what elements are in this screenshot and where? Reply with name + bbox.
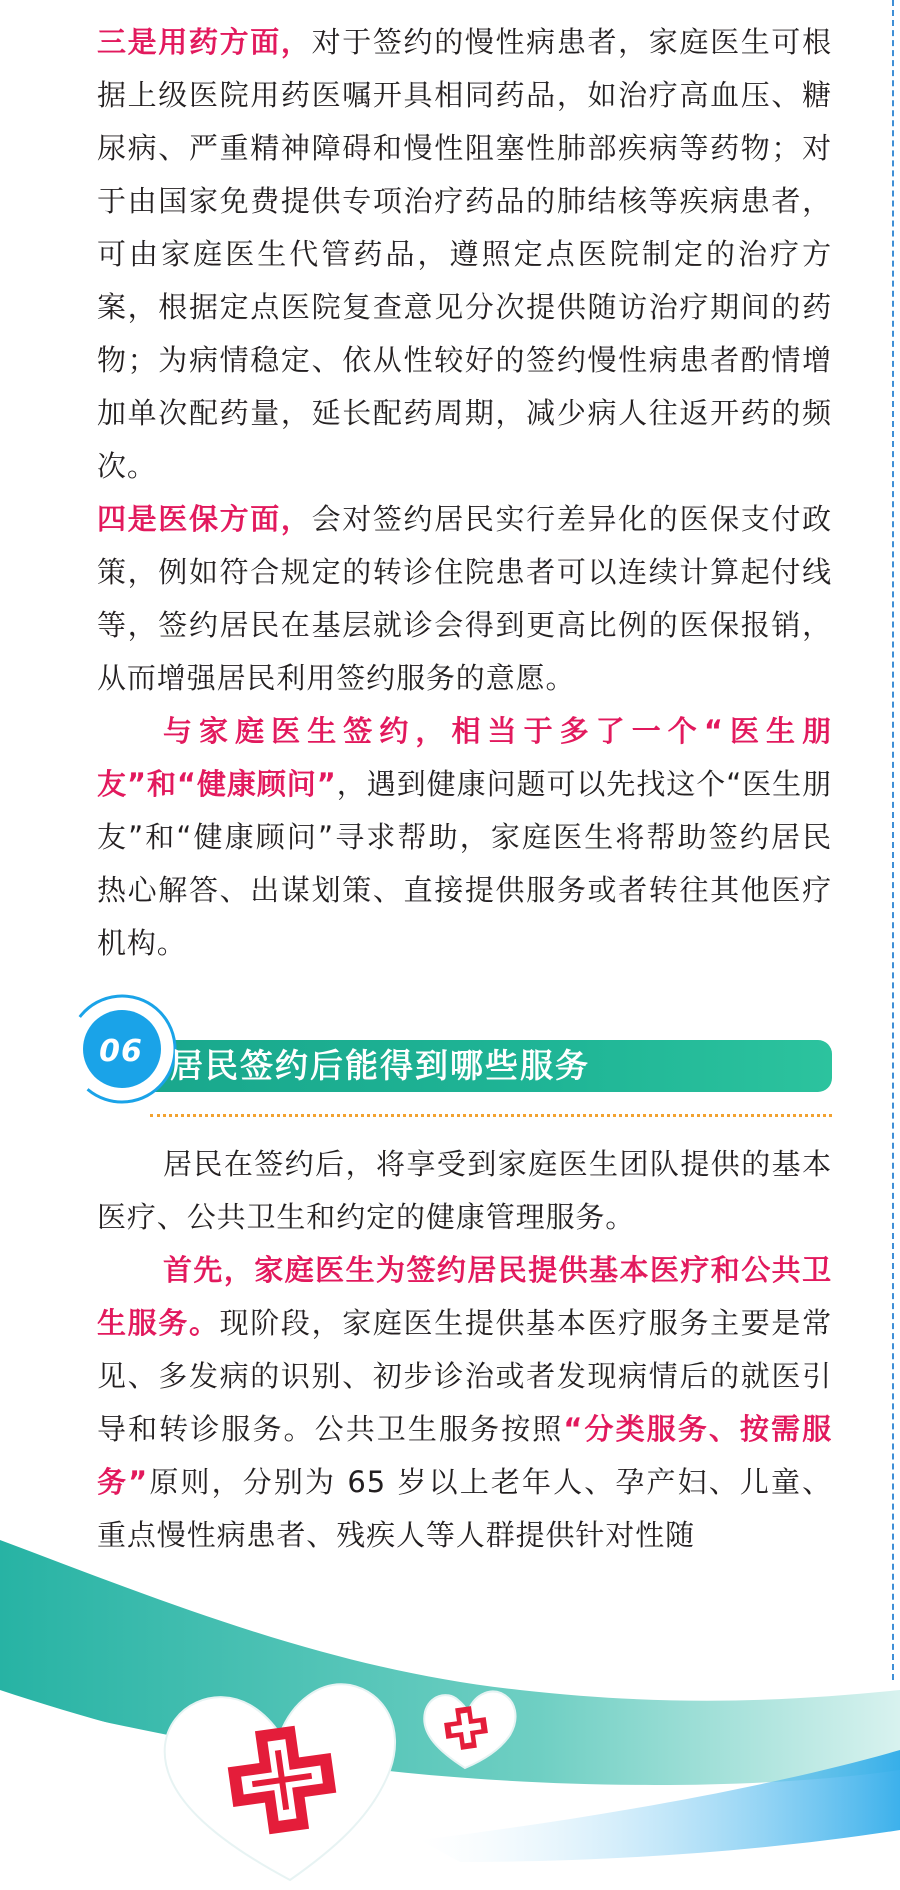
doctor-friend-lead: 与家庭医生签约，相当于多了一个“医生朋友”和“健康顾问”	[97, 714, 832, 801]
section-number: 06	[99, 1034, 143, 1069]
paragraph-services-intro	[97, 1138, 832, 1244]
section-divider	[150, 1114, 832, 1117]
basic-care-quote: “分类服务、按需服务”	[97, 1412, 832, 1499]
page-edge-dashes	[892, 0, 894, 1680]
medication-lead: 三是用药方面，	[97, 25, 312, 59]
insurance-lead: 四是医保方面，	[97, 502, 312, 536]
doctor-friend-text: ，遇到健康问题可以先找这个“医生朋友”和“健康顾问”寻求帮助，家庭医生将帮助签约居民热心解答、出谋划策、直接提供服务或者转往其他医疗机构。	[97, 767, 833, 960]
basic-care-text-a: 现阶段，家庭医生提供基本医疗服务主要是常见、多发病的识别、初步诊治或者发现病情后的就医引导和转诊服务。公共卫生服务按照	[97, 1306, 832, 1446]
basic-care-lead: 首先，家庭医生为签约居民提供基本医疗和公共卫生服务。	[97, 1253, 832, 1340]
paragraph-basic-care	[97, 1244, 832, 1562]
footer-decoration	[0, 1540, 900, 1890]
insurance-text: 会对签约居民实行差异化的医保支付政策，例如符合规定的转诊住院患者可以连续计算起付线等，签约居民在基层就诊会得到更高比例的医保报销，从而增强居民利用签约服务的意愿。	[97, 502, 832, 695]
article-block-one	[97, 16, 832, 970]
medication-text: 对于签约的慢性病患者，家庭医生可根据上级医院用药医嘱开具相同药品，如治疗高血压、糖尿病、严重精神障碍和慢性阻塞性肺部疾病等药物；对于由国家免费提供专项治疗药品的肺结核等疾病患者，可由家庭医生代管药品，遵照定点医院制定的治疗方案，根据定点医院复查意见分次提供随访治疗期间的药物；为病情稳定、依从性较好的签约慢性病患者酌情增加单次配药量，延长配药周期，减少病人往返开药的频次。	[97, 25, 832, 483]
section-header	[66, 993, 832, 1103]
paragraph-doctor-friend	[97, 705, 832, 970]
services-intro-text: 居民在签约后，将享受到家庭医生团队提供的基本医疗、公共卫生和约定的健康管理服务。	[97, 1147, 832, 1234]
paragraph-insurance	[97, 493, 832, 705]
paragraph-medication	[97, 16, 832, 493]
section-title: 居民签约后能得到哪些服务	[170, 1046, 590, 1085]
basic-care-text-b: 原则，分别为 65 岁以上老年人、孕产妇、儿童、重点慢性病患者、残疾人等人群提供针对性随	[97, 1465, 832, 1552]
article-block-two	[97, 1138, 832, 1562]
